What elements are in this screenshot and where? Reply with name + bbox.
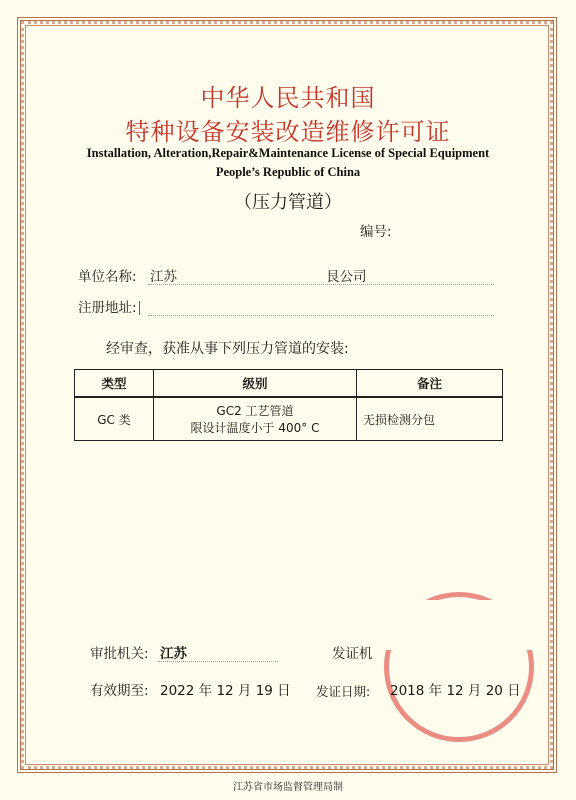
cell-level-line1: GC2 工艺管道 [216,404,294,418]
table-row [75,397,503,441]
license-scope-table [74,369,503,441]
unit-name-value-start: 江苏 [150,269,177,285]
cell-note: 无损检测分包 [357,397,503,441]
approval-statement: 经审查，获准从事下列压力管道的安装: [106,341,349,357]
cell-level [154,397,357,441]
header-note: 备注 [357,370,503,398]
address-label-text: 注册地址: [78,300,137,316]
issue-date-value: 2018 年 12 月 20 日 [390,683,521,699]
issuer-label: 发证机 [332,646,373,662]
valid-until-value: 2022 年 12 月 19 日 [160,683,291,699]
text-cursor [139,301,140,315]
valid-until-label: 有效期至: [90,683,149,699]
issue-date-label: 发证日期: [316,684,371,699]
title-english-line2: People’s Republic of China [215,165,361,179]
unit-name-value-end: 艮公司 [326,269,367,285]
approval-underline [158,661,278,662]
cell-level-line2: 限设计温度小于 400° C [190,421,320,435]
unit-name-underline [148,284,494,285]
title-chinese-line2: 特种设备安装改造维修许可证 [125,118,451,146]
number-label: 编号: [360,224,392,240]
unit-name-label: 单位名称: [78,269,137,285]
cell-type: GC 类 [75,397,154,441]
certificate-subtitle: （压力管道） [234,192,342,213]
header-level: 级别 [154,370,357,398]
issuing-authority-footer: 江苏省市场监督管理局制 [233,782,343,793]
seal-redaction [372,600,532,650]
header-type: 类型 [75,370,154,398]
address-underline [148,315,494,316]
approval-authority-value: 江苏 [160,646,187,662]
table-header-row [75,370,503,398]
address-label [78,296,140,316]
approval-authority-label: 审批机关: [90,646,149,662]
title-chinese-line1: 中华人民共和国 [200,84,376,112]
title-english-line1: Installation, Alteration,Repair&Maintenance License of Special Equipment [86,146,490,160]
